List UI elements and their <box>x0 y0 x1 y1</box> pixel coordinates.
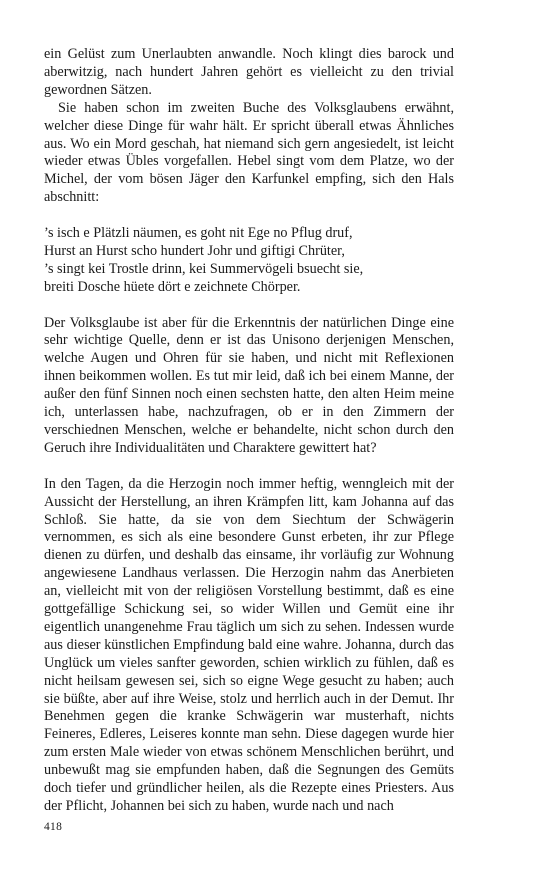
verse-line: breiti Dosche hüete dört e zeichnete Chörper. <box>44 278 301 295</box>
verse-line: ’s isch e Plätzli näumen, es goht nit Ege no Pflug druf, <box>44 225 353 242</box>
section-gap <box>44 458 454 476</box>
verse-line: Hurst an Hurst scho hundert Johr und giftigi Chrüter, <box>44 242 345 259</box>
page-number: 418 <box>44 821 63 833</box>
paragraph-continued: ein Gelüst zum Unerlaubten anwandle. Noch klingt dies barock und aberwitzig, nach hundert Jahren gehört es vielleicht zu den trivial gewordnen Sätzen. <box>44 46 454 98</box>
page-body <box>44 46 454 816</box>
verse-line: ’s singt kei Trostle drinn, kei Summervögeli bsuecht sie, <box>44 260 364 277</box>
paragraph-volksglaube: Sie haben schon im zweiten Buche des Volksglaubens erwähnt, welcher diese Dinge für wahr hält. Er spricht überall etwas Ähnliches aus. Wo ein Mord geschah, hat niemand sich gern angesiedelt, ist leicht wieder etwas Übles vorgefallen. Hebel singt vom dem Platze, wo der Michel, der vom bösen Jäger den Karfunkel empfing, sich den Hals abschnitt: <box>44 99 454 206</box>
paragraph-herzogin: In den Tagen, da die Herzogin noch immer heftig, wenngleich mit der Aussicht der Herstellung, an ihren Krämpfen litt, kam Johanna auf das Schloß. Sie hatte, da sie von dem Siechtum der Schwägerin vernommen, es sich als eine besondere Gunst erbeten, ihr zur Pflege dienen zu dürfen, und deshalb das einsame, ihr vorläufig zur Wohnung angewiesene Landhaus verlassen. Die Herzogin nahm das Anerbieten an, vielleicht mit von der religiösen Vorstellung bestimmt, daß es eine gottgefällige Schickung sei, so wider Willen und Gemüt eine ihr eigentlich unangenehme Frau täglich um sich zu sehen. Indessen wurde aus dieser künstlichen Empfindung bald eine wahre. Johanna, durch das Unglück um vieles sanfter geworden, schien wirklich zu fühlen, daß es nicht heilsam gewesen sei, sich so eigne Wege gesucht zu haben; auch sie büßte, aber auf ihre Weise, stolz und herrlich auch in der Demut. Ihr Benehmen gegen die kranke Schwägerin war musterhaft, nichts Feineres, Edleres, Leiseres konnte man sehn. Diese dagegen wurde hier zum ersten Male wieder von etwas schönem Menschlichen berührt, und unbewußt mag sie empfunden haben, daß die Segnungen des Gemüts doch tiefer und gründlicher heilen, als die Rezepte eines Priesters. Aus der Pflicht, Johannen bei sich zu haben, wurde nach und nach <box>44 475 454 815</box>
verse-block <box>44 225 454 297</box>
paragraph-erkenntnis: Der Volksglaube ist aber für die Erkenntnis der natürlichen Dinge eine sehr wichtige Quelle, denn er ist das Unisono derjenigen Menschen, welche Augen und Ohren für sie haben, und nicht mit Reflexionen ihnen beikommen wollen. Es tut mir leid, daß ich bei einem Manne, der außer den fünf Sinnen noch einen sechsten hatte, den alten Heim meine ich, unterlassen habe, nachzufragen, ob er in den Zimmern der verschiednen Menschen, welche er behandelte, nicht schon durch den Geruch ihre Individualitäten und Charaktere gewittert hat? <box>44 314 454 456</box>
